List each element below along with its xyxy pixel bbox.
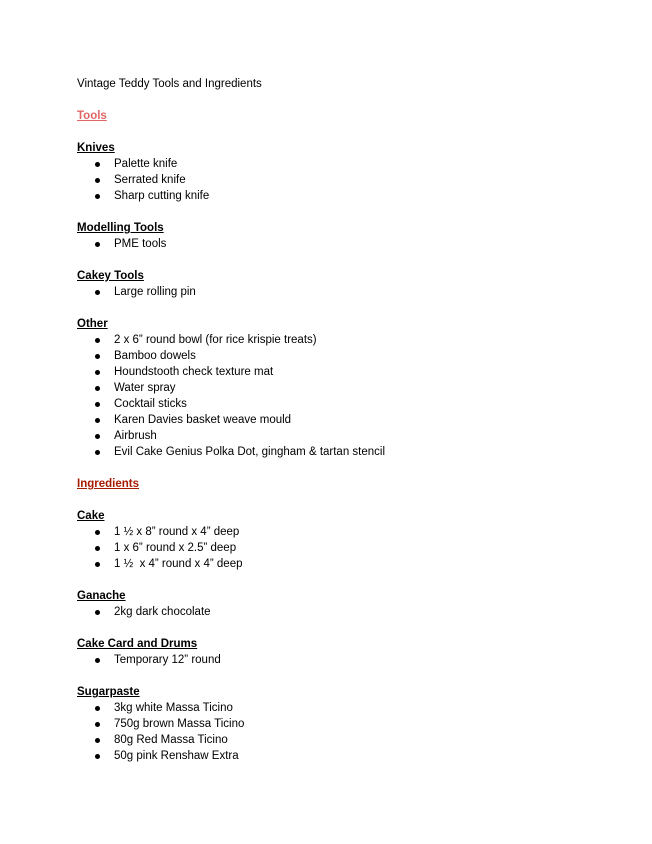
other-list xyxy=(77,332,617,460)
bullet-icon xyxy=(95,386,100,391)
list-item xyxy=(77,524,617,540)
ganache-list xyxy=(77,604,617,620)
bullet-icon xyxy=(95,194,100,199)
list-item xyxy=(77,700,617,716)
knives-heading: Knives xyxy=(77,142,115,154)
list-item xyxy=(77,428,617,444)
list-item-text: Water spray xyxy=(114,382,176,394)
bullet-icon xyxy=(95,290,100,295)
list-item xyxy=(77,364,617,380)
bullet-icon xyxy=(95,450,100,455)
tools-section xyxy=(77,140,617,460)
list-item xyxy=(77,236,617,252)
list-item-text: 1 x 6” round x 2.5” deep xyxy=(114,542,237,554)
list-item-text: 80g Red Massa Ticino xyxy=(114,734,228,746)
bullet-icon xyxy=(95,530,100,535)
cakey-tools-heading: Cakey Tools xyxy=(77,270,144,282)
bullet-icon xyxy=(95,546,100,551)
bullet-icon xyxy=(95,402,100,407)
modelling-tools-heading: Modelling Tools xyxy=(77,222,164,234)
list-item-text: 1 ½ x 4” round x 4” deep xyxy=(114,558,243,570)
bullet-icon xyxy=(95,434,100,439)
list-item xyxy=(77,396,617,412)
bullet-icon xyxy=(95,178,100,183)
list-item-text: Sharp cutting knife xyxy=(114,190,210,202)
list-item-text: Evil Cake Genius Polka Dot, gingham & tartan stencil xyxy=(114,446,386,458)
list-item xyxy=(77,652,617,668)
list-item xyxy=(77,444,617,460)
list-item xyxy=(77,556,617,572)
bullet-icon xyxy=(95,706,100,711)
cake-heading: Cake xyxy=(77,510,105,522)
cake-card-and-drums-list xyxy=(77,652,617,668)
list-item xyxy=(77,156,617,172)
list-item xyxy=(77,732,617,748)
list-item xyxy=(77,172,617,188)
list-item-text: Large rolling pin xyxy=(114,286,196,298)
list-item xyxy=(77,604,617,620)
cake-list xyxy=(77,524,617,572)
list-item-text: Temporary 12” round xyxy=(114,654,221,666)
list-item xyxy=(77,716,617,732)
list-item-text: 3kg white Massa Ticino xyxy=(114,702,233,714)
bullet-icon xyxy=(95,738,100,743)
bullet-icon xyxy=(95,754,100,759)
bullet-icon xyxy=(95,162,100,167)
sugarpaste-list xyxy=(77,700,617,764)
bullet-icon xyxy=(95,242,100,247)
bullet-icon xyxy=(95,610,100,615)
list-item-text: 1 ½ x 8” round x 4” deep xyxy=(114,526,240,538)
bullet-icon xyxy=(95,354,100,359)
list-item-text: Palette knife xyxy=(114,158,178,170)
ganache-heading: Ganache xyxy=(77,590,126,602)
document-page xyxy=(77,76,617,780)
list-item xyxy=(77,748,617,764)
list-item-text: PME tools xyxy=(114,238,167,250)
list-item-text: 2 x 6” round bowl (for rice krispie treats) xyxy=(114,334,317,346)
bullet-icon xyxy=(95,418,100,423)
list-item xyxy=(77,540,617,556)
tools-heading: Tools xyxy=(77,110,107,122)
list-item xyxy=(77,332,617,348)
ingredients-section xyxy=(77,508,617,764)
bullet-icon xyxy=(95,370,100,375)
list-item-text: 50g pink Renshaw Extra xyxy=(114,750,239,762)
list-item-text: Houndstooth check texture mat xyxy=(114,366,274,378)
document-title: Vintage Teddy Tools and Ingredients xyxy=(77,78,262,90)
modelling-tools-list xyxy=(77,236,617,252)
bullet-icon xyxy=(95,658,100,663)
list-item xyxy=(77,284,617,300)
other-heading: Other xyxy=(77,318,108,330)
bullet-icon xyxy=(95,338,100,343)
list-item-text: Airbrush xyxy=(114,430,157,442)
list-item-text: Cocktail sticks xyxy=(114,398,187,410)
cakey-tools-list xyxy=(77,284,617,300)
knives-list xyxy=(77,156,617,204)
list-item-text: Karen Davies basket weave mould xyxy=(114,414,292,426)
bullet-icon xyxy=(95,722,100,727)
list-item xyxy=(77,348,617,364)
sugarpaste-heading: Sugarpaste xyxy=(77,686,140,698)
bullet-icon xyxy=(95,562,100,567)
list-item-text: Bamboo dowels xyxy=(114,350,196,362)
list-item-text: 2kg dark chocolate xyxy=(114,606,211,618)
list-item xyxy=(77,412,617,428)
list-item-text: Serrated knife xyxy=(114,174,186,186)
list-item xyxy=(77,380,617,396)
ingredients-heading: Ingredients xyxy=(77,478,139,490)
cake-card-and-drums-heading: Cake Card and Drums xyxy=(77,638,198,650)
list-item xyxy=(77,188,617,204)
list-item-text: 750g brown Massa Ticino xyxy=(114,718,245,730)
